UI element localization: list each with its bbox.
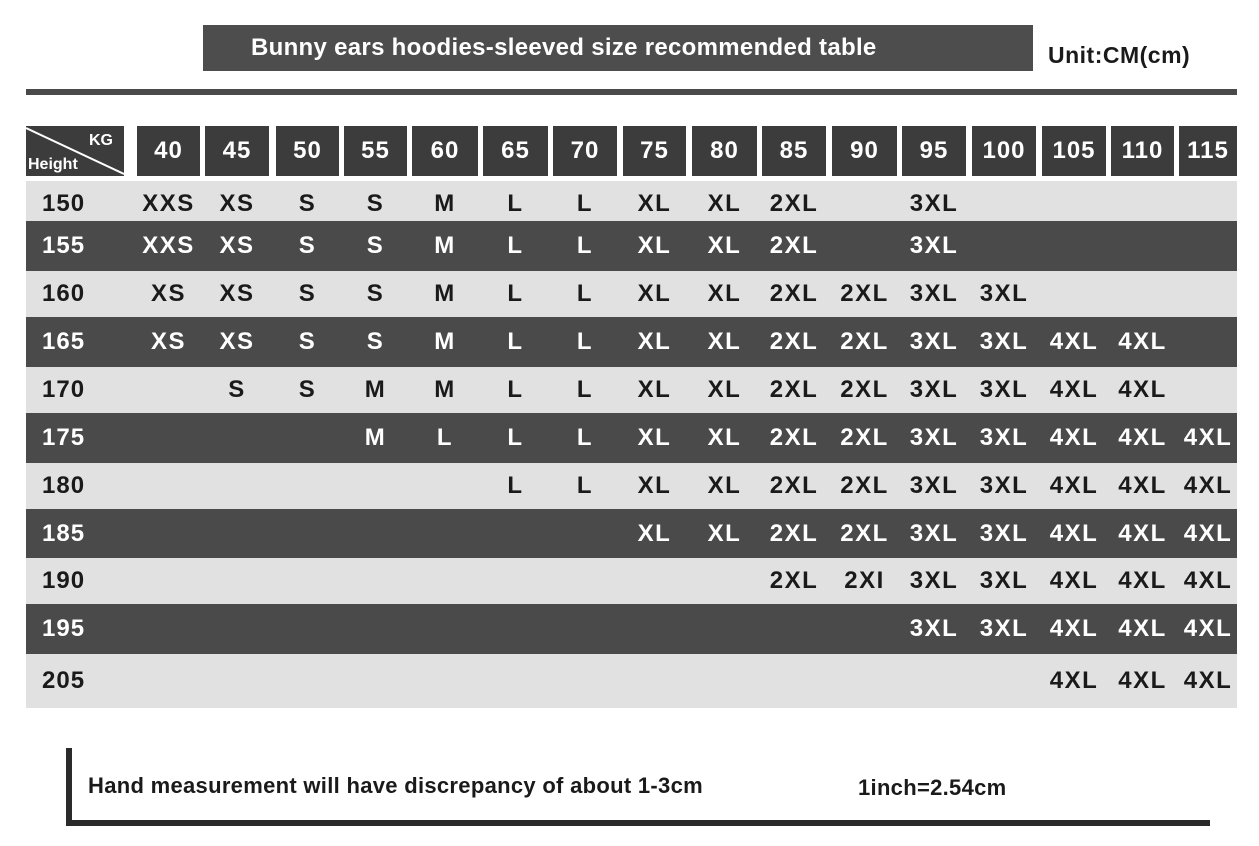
height-cell: 195 bbox=[42, 615, 86, 642]
size-cell: 2XL bbox=[769, 190, 819, 217]
size-cell: 4XL bbox=[1049, 520, 1099, 547]
size-cell: XL bbox=[637, 190, 672, 217]
size-cell: L bbox=[576, 424, 594, 451]
table-title: Bunny ears hoodies-sleeved size recommended table bbox=[203, 25, 1033, 71]
size-cell: XL bbox=[637, 280, 672, 307]
table-corner-cell bbox=[26, 126, 124, 176]
size-cell: S bbox=[298, 376, 317, 403]
size-cell: 3XL bbox=[979, 567, 1029, 594]
size-cell: 4XL bbox=[1049, 472, 1099, 499]
size-cell: M bbox=[434, 232, 456, 259]
weight-header-90: 90 bbox=[832, 126, 897, 176]
weight-header-95: 95 bbox=[902, 126, 966, 176]
size-cell: XL bbox=[707, 520, 742, 547]
size-cell: XS bbox=[219, 328, 255, 355]
weight-header-110: 110 bbox=[1111, 126, 1174, 176]
size-cell: M bbox=[434, 190, 456, 217]
size-cell: 2XL bbox=[769, 424, 819, 451]
size-cell: 4XL bbox=[1183, 567, 1233, 594]
size-cell: S bbox=[366, 328, 385, 355]
weight-header-105: 105 bbox=[1042, 126, 1106, 176]
size-cell: XL bbox=[707, 472, 742, 499]
size-cell: 4XL bbox=[1118, 424, 1167, 451]
size-cell: 3XL bbox=[909, 472, 959, 499]
size-cell: 4XL bbox=[1118, 520, 1167, 547]
size-cell: L bbox=[576, 376, 594, 403]
size-cell: XS bbox=[219, 190, 255, 217]
table-row-160 bbox=[26, 271, 1237, 317]
size-cell: 3XL bbox=[909, 376, 959, 403]
size-table bbox=[26, 126, 1237, 708]
table-row-155 bbox=[26, 221, 1237, 271]
weight-header-70: 70 bbox=[553, 126, 617, 176]
note-bracket-horizontal bbox=[66, 820, 1210, 826]
height-cell: 180 bbox=[42, 472, 86, 499]
size-cell: 4XL bbox=[1183, 424, 1233, 451]
weight-header-75: 75 bbox=[623, 126, 686, 176]
size-cell: L bbox=[507, 280, 524, 307]
size-cell: 2XL bbox=[769, 567, 819, 594]
size-cell: 4XL bbox=[1049, 328, 1099, 355]
size-cell: 3XL bbox=[979, 472, 1029, 499]
size-cell: L bbox=[507, 190, 524, 217]
table-row-195 bbox=[26, 604, 1237, 654]
kg-axis-label: KG bbox=[89, 132, 113, 149]
unit-label: Unit:CM(cm) bbox=[1048, 42, 1191, 68]
size-cell: 2XL bbox=[840, 376, 889, 403]
size-cell: XS bbox=[219, 232, 255, 259]
size-cell: S bbox=[298, 328, 317, 355]
weight-header-60: 60 bbox=[412, 126, 478, 176]
size-cell: 4XL bbox=[1118, 472, 1167, 499]
size-cell: 2XL bbox=[840, 520, 889, 547]
size-cell: 4XL bbox=[1049, 615, 1099, 642]
size-cell: 3XL bbox=[909, 424, 959, 451]
size-cell: L bbox=[576, 328, 594, 355]
size-cell: 4XL bbox=[1118, 376, 1167, 403]
height-cell: 190 bbox=[42, 567, 86, 594]
size-cell: 4XL bbox=[1049, 424, 1099, 451]
weight-header-row bbox=[26, 126, 1237, 176]
size-cell: 2XL bbox=[769, 328, 819, 355]
size-cell: XL bbox=[707, 424, 742, 451]
size-cell: 3XL bbox=[909, 190, 959, 217]
size-cell: XL bbox=[707, 280, 742, 307]
size-cell: L bbox=[507, 424, 524, 451]
height-cell: 170 bbox=[42, 376, 86, 403]
size-cell: 4XL bbox=[1049, 376, 1099, 403]
table-row-185 bbox=[26, 509, 1237, 558]
size-cell: S bbox=[228, 376, 246, 403]
table-row-165 bbox=[26, 317, 1237, 367]
size-cell: 3XL bbox=[979, 424, 1029, 451]
table-row-190 bbox=[26, 558, 1237, 604]
size-cell: S bbox=[298, 190, 317, 217]
size-cell: L bbox=[507, 328, 524, 355]
size-cell: 2XI bbox=[844, 567, 885, 594]
size-cell: M bbox=[364, 376, 387, 403]
size-cell: L bbox=[576, 280, 594, 307]
size-cell: 3XL bbox=[909, 280, 959, 307]
height-cell: 205 bbox=[42, 667, 86, 694]
size-cell: 3XL bbox=[909, 328, 959, 355]
measurement-note: Hand measurement will have discrepancy of about 1-3cm bbox=[88, 773, 703, 798]
size-cell: L bbox=[576, 472, 594, 499]
size-cell: XL bbox=[637, 424, 672, 451]
size-cell: L bbox=[507, 376, 524, 403]
weight-header-50: 50 bbox=[276, 126, 339, 176]
size-cell: L bbox=[576, 190, 594, 217]
inch-conversion-note: 1inch=2.54cm bbox=[858, 775, 1007, 800]
size-cell: 2XL bbox=[840, 424, 889, 451]
size-cell: 3XL bbox=[909, 520, 959, 547]
table-row-170 bbox=[26, 367, 1237, 413]
size-cell: 3XL bbox=[979, 615, 1029, 642]
table-row-205 bbox=[26, 654, 1237, 708]
height-cell: 150 bbox=[42, 190, 86, 217]
height-axis-label: Height bbox=[28, 156, 78, 173]
size-cell: 3XL bbox=[979, 376, 1029, 403]
weight-header-100: 100 bbox=[972, 126, 1036, 176]
height-cell: 160 bbox=[42, 280, 86, 307]
size-cell: L bbox=[576, 232, 594, 259]
weight-header-55: 55 bbox=[344, 126, 407, 176]
weight-header-115: 115 bbox=[1179, 126, 1237, 176]
size-cell: 4XL bbox=[1183, 615, 1233, 642]
size-cell: L bbox=[507, 472, 524, 499]
size-cell: 4XL bbox=[1049, 667, 1099, 694]
size-cell: 2XL bbox=[769, 472, 819, 499]
height-cell: 185 bbox=[42, 520, 86, 547]
size-cell: XL bbox=[637, 328, 672, 355]
size-cell: 3XL bbox=[979, 328, 1029, 355]
size-cell: 4XL bbox=[1183, 667, 1233, 694]
size-cell: XL bbox=[707, 190, 742, 217]
size-cell: XL bbox=[637, 472, 672, 499]
size-cell: S bbox=[298, 232, 317, 259]
size-cell: 4XL bbox=[1118, 328, 1167, 355]
size-cell: 3XL bbox=[909, 615, 959, 642]
size-cell: 4XL bbox=[1183, 472, 1233, 499]
height-cell: 165 bbox=[42, 328, 86, 355]
size-cell: 2XL bbox=[769, 280, 819, 307]
table-row-175 bbox=[26, 413, 1237, 463]
size-cell: 2XL bbox=[769, 520, 819, 547]
weight-header-85: 85 bbox=[762, 126, 826, 176]
size-cell: M bbox=[434, 328, 456, 355]
size-cell: S bbox=[366, 232, 385, 259]
size-cell: XL bbox=[637, 376, 672, 403]
size-cell: S bbox=[366, 190, 385, 217]
size-cell: 3XL bbox=[909, 232, 959, 259]
size-cell: 4XL bbox=[1118, 567, 1167, 594]
table-row-150 bbox=[26, 181, 1237, 226]
size-cell: M bbox=[364, 424, 387, 451]
size-cell: M bbox=[434, 280, 456, 307]
size-cell: XS bbox=[150, 328, 186, 355]
title-divider bbox=[26, 89, 1237, 95]
size-cell: M bbox=[434, 376, 456, 403]
size-cell: XL bbox=[637, 520, 672, 547]
size-cell: 4XL bbox=[1118, 667, 1167, 694]
height-cell: 175 bbox=[42, 424, 86, 451]
size-cell: 3XL bbox=[979, 520, 1029, 547]
size-cell: XXS bbox=[142, 190, 195, 217]
size-cell: 2XL bbox=[769, 232, 819, 259]
size-cell: XL bbox=[707, 328, 742, 355]
size-cell: 3XL bbox=[909, 567, 959, 594]
size-cell: 2XL bbox=[840, 280, 889, 307]
size-cell: L bbox=[507, 232, 524, 259]
size-cell: 3XL bbox=[979, 280, 1029, 307]
table-row-180 bbox=[26, 463, 1237, 509]
size-cell: 4XL bbox=[1118, 615, 1167, 642]
weight-header-45: 45 bbox=[205, 126, 269, 176]
note-bracket-vertical bbox=[66, 748, 72, 826]
size-cell: 2XL bbox=[840, 472, 889, 499]
size-cell: 4XL bbox=[1183, 520, 1233, 547]
size-cell: XS bbox=[219, 280, 255, 307]
size-cell: 4XL bbox=[1049, 567, 1099, 594]
size-cell: XL bbox=[707, 376, 742, 403]
size-cell: L bbox=[436, 424, 454, 451]
weight-header-40: 40 bbox=[137, 126, 200, 176]
size-cell: S bbox=[298, 280, 317, 307]
size-cell: XL bbox=[707, 232, 742, 259]
size-cell: XXS bbox=[142, 232, 195, 259]
size-cell: 2XL bbox=[840, 328, 889, 355]
size-cell: XS bbox=[150, 280, 186, 307]
weight-header-80: 80 bbox=[692, 126, 757, 176]
size-cell: 2XL bbox=[769, 376, 819, 403]
height-cell: 155 bbox=[42, 232, 86, 259]
weight-header-65: 65 bbox=[483, 126, 548, 176]
size-cell: S bbox=[366, 280, 385, 307]
size-cell: XL bbox=[637, 232, 672, 259]
